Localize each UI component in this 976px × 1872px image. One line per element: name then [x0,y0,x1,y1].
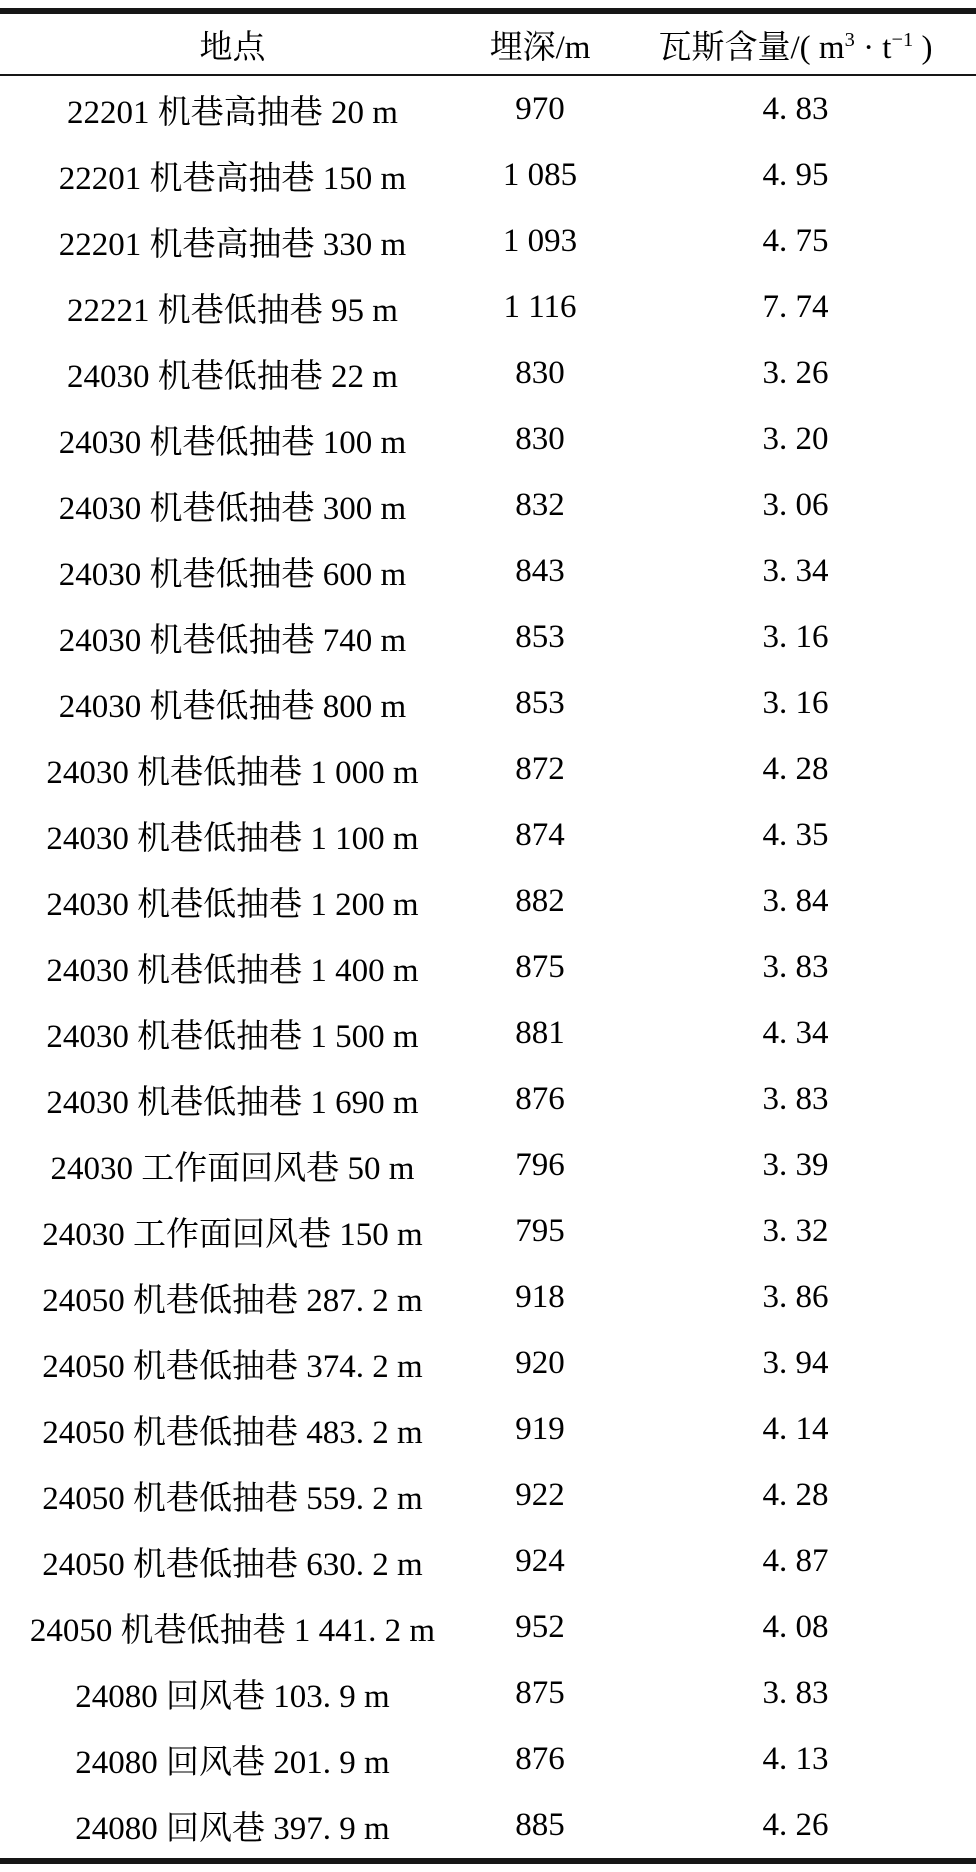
cell-depth: 920 [515,1344,565,1381]
cell-gas-content: 4. 35 [762,816,829,853]
table-row [0,1330,976,1396]
cell-gas-content: 4. 95 [762,156,829,193]
cell-depth: 952 [515,1608,565,1645]
cell-gas-content: 4. 28 [762,750,829,787]
cell-location: 24030 机巷低抽巷 740 m [58,622,407,659]
gas-unit-exponent: 3 [844,28,855,51]
cell-gas-content: 4. 28 [762,1476,829,1513]
cell-depth: 882 [515,882,565,919]
table-row [0,1198,976,1264]
cell-location: 22221 机巷低抽巷 95 m [67,292,398,329]
cell-gas-content: 4. 87 [762,1542,829,1579]
cell-location: 24030 机巷低抽巷 600 m [58,556,407,593]
cell-depth: 796 [515,1146,565,1183]
cell-location: 24030 机巷低抽巷 100 m [58,424,407,461]
gas-unit-suffix: ) [913,29,933,66]
table-row [0,472,976,538]
cell-depth: 876 [515,1080,565,1117]
table-row [0,868,976,934]
cell-gas-content: 4. 34 [762,1014,829,1051]
cell-depth: 924 [515,1542,565,1579]
cell-location: 24030 机巷低抽巷 1 100 m [46,820,419,857]
table-row [0,1462,976,1528]
table-row [0,1000,976,1066]
cell-location: 24050 机巷低抽巷 630. 2 m [42,1546,423,1583]
table-row [0,142,976,208]
cell-gas-content: 3. 20 [762,420,829,457]
table-row [0,1594,976,1660]
cell-gas-content: 7. 74 [762,288,829,325]
table-row [0,75,976,142]
table-row [0,1132,976,1198]
cell-depth: 885 [515,1806,565,1843]
cell-location: 24030 机巷低抽巷 1 000 m [46,754,419,791]
cell-depth: 970 [515,90,565,127]
cell-location: 22201 机巷高抽巷 20 m [67,94,398,131]
cell-gas-content: 3. 94 [762,1344,829,1381]
cell-depth: 874 [515,816,565,853]
table-body [0,75,976,1861]
cell-gas-content: 4. 08 [762,1608,829,1645]
cell-gas-content: 3. 06 [762,486,829,523]
table-row [0,1660,976,1726]
cell-depth: 918 [515,1278,565,1315]
cell-location: 24080 回风巷 397. 9 m [75,1810,390,1847]
cell-depth: 853 [515,684,565,721]
table-row [0,1066,976,1132]
cell-gas-content: 3. 16 [762,684,829,721]
cell-gas-content: 4. 26 [762,1806,829,1843]
gas-unit-middle: · t [854,29,892,66]
table-row [0,538,976,604]
header-row [0,11,976,75]
cell-depth: 1 085 [502,156,578,193]
table-row [0,1528,976,1594]
cell-depth: 875 [515,1674,565,1711]
cell-gas-content: 3. 16 [762,618,829,655]
table-row [0,604,976,670]
cell-depth: 876 [515,1740,565,1777]
table-row [0,1792,976,1861]
cell-depth: 881 [515,1014,565,1051]
table-row [0,1264,976,1330]
cell-gas-content: 4. 14 [762,1410,829,1447]
table-row [0,802,976,868]
cell-location: 24030 机巷低抽巷 22 m [67,358,398,395]
cell-depth: 853 [515,618,565,655]
cell-depth: 832 [515,486,565,523]
table-row [0,274,976,340]
cell-location: 22201 机巷高抽巷 330 m [58,226,407,263]
cell-gas-content: 4. 83 [762,90,829,127]
cell-location: 24030 工作面回风巷 150 m [42,1216,423,1253]
cell-gas-content: 3. 32 [762,1212,829,1249]
cell-depth: 875 [515,948,565,985]
col-header-gas-content [615,11,976,75]
cell-depth: 922 [515,1476,565,1513]
cell-gas-content: 3. 83 [762,1080,829,1117]
cell-gas-content: 3. 39 [762,1146,829,1183]
gas-unit-prefix: 瓦斯含量/( m [658,29,845,66]
cell-location: 24050 机巷低抽巷 374. 2 m [42,1348,423,1385]
cell-location: 24030 机巷低抽巷 800 m [58,688,407,725]
cell-location: 22201 机巷高抽巷 150 m [58,160,407,197]
cell-gas-content: 3. 84 [762,882,829,919]
cell-gas-content: 3. 34 [762,552,829,589]
cell-depth: 830 [515,354,565,391]
cell-gas-content: 3. 86 [762,1278,829,1315]
cell-depth: 795 [515,1212,565,1249]
gas-content-table [0,8,976,1864]
table-row [0,1726,976,1792]
cell-location: 24050 机巷低抽巷 1 441. 2 m [29,1612,436,1649]
table-row [0,934,976,1000]
gas-unit-neg-exponent: −1 [891,28,914,51]
cell-depth: 919 [515,1410,565,1447]
cell-depth: 843 [515,552,565,589]
cell-location: 24080 回风巷 201. 9 m [75,1744,390,1781]
cell-gas-content: 3. 83 [762,948,829,985]
cell-location: 24050 机巷低抽巷 559. 2 m [42,1480,423,1517]
cell-location: 24030 工作面回风巷 50 m [50,1150,415,1187]
cell-location: 24030 机巷低抽巷 1 200 m [46,886,419,923]
table-row [0,208,976,274]
cell-location: 24030 机巷低抽巷 300 m [58,490,407,527]
cell-location: 24050 机巷低抽巷 287. 2 m [42,1282,423,1319]
table-row [0,340,976,406]
cell-location: 24050 机巷低抽巷 483. 2 m [42,1414,423,1451]
cell-location: 24030 机巷低抽巷 1 400 m [46,952,419,989]
col-header-depth: 埋深/m [465,11,615,75]
cell-depth: 1 116 [503,288,577,325]
cell-depth: 1 093 [502,222,578,259]
col-header-location: 地点 [0,11,465,75]
table-row [0,736,976,802]
cell-gas-content: 4. 75 [762,222,829,259]
cell-gas-content: 4. 13 [762,1740,829,1777]
table-row [0,1396,976,1462]
cell-depth: 872 [515,750,565,787]
cell-location: 24030 机巷低抽巷 1 690 m [46,1084,419,1121]
table-row [0,406,976,472]
cell-location: 24030 机巷低抽巷 1 500 m [46,1018,419,1055]
table-row [0,670,976,736]
cell-gas-content: 3. 83 [762,1674,829,1711]
cell-depth: 830 [515,420,565,457]
cell-location: 24080 回风巷 103. 9 m [75,1678,390,1715]
cell-gas-content: 3. 26 [762,354,829,391]
